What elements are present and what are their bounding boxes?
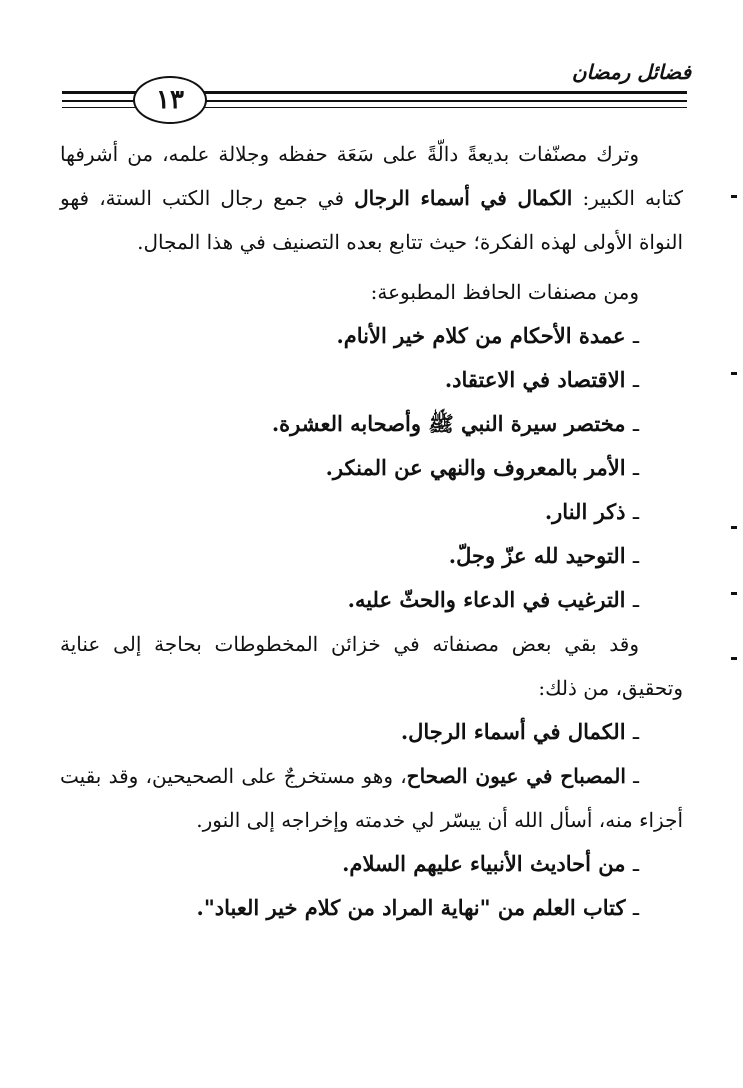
- list-item-text: التوحيد لله عزّ وجلّ.: [448, 543, 626, 568]
- dash-marker: ـ: [632, 324, 639, 348]
- list-item: [60, 710, 639, 754]
- list-item-text: الترغيب في الدعاء والحثّ عليه.: [347, 587, 626, 612]
- scan-margin-mark: [731, 592, 737, 595]
- printed-works-list: [60, 314, 683, 622]
- book-title: فضائل رمضان: [571, 60, 691, 84]
- scan-margin-mark: [731, 195, 737, 198]
- manuscripts-list: [60, 710, 683, 754]
- dash-marker: ـ: [632, 720, 639, 744]
- list-item-text: من أحاديث الأنبياء عليهم السلام.: [342, 851, 626, 876]
- list-item: [60, 314, 639, 358]
- dash-marker: ـ: [633, 764, 639, 788]
- scan-margin-mark: [731, 657, 737, 660]
- list-item: [60, 490, 639, 534]
- dash-marker: ـ: [632, 544, 639, 568]
- intro-paragraph: [60, 132, 683, 264]
- list-item-text: الاقتصاد في الاعتقاد.: [444, 367, 626, 392]
- manuscript-misbah: [60, 754, 683, 842]
- misbah-description: ، وهو مستخرجٌ على الصحيحين، وقد بقيت أجزاء منه، أسأل الله أن ييسّر لي خدمته وإخراجه إلى النور.: [60, 764, 683, 832]
- list-item-text: كتاب العلم من "نهاية المراد من كلام خير العباد".: [196, 895, 626, 920]
- scan-margin-mark: [731, 372, 737, 375]
- page-number: ١٣: [156, 85, 184, 115]
- intro-text-start: وترك مصنّفات بديعةً دالّةً على سَعَة حفظه وجلالة علمه، من أشرفها كتابه الكبير:: [60, 142, 683, 210]
- manuscripts-paragraph: وقد بقي بعض مصنفاته في خزائن المخطوطات بحاجة إلى عناية وتحقيق، من ذلك:: [60, 632, 683, 700]
- list-item: [60, 402, 639, 446]
- list-item-text: الكمال في أسماء الرجال.: [400, 719, 626, 744]
- dash-marker: ـ: [632, 412, 639, 436]
- misbah-title: المصباح في عيون الصحاح: [406, 764, 626, 788]
- dash-marker: ـ: [632, 852, 639, 876]
- dash-marker: ـ: [632, 368, 639, 392]
- list-item: [60, 578, 639, 622]
- page-header: [0, 0, 743, 130]
- list-item: [60, 886, 639, 930]
- dash-marker: ـ: [632, 456, 639, 480]
- list-item-text: عمدة الأحكام من كلام خير الأنام.: [336, 323, 626, 348]
- intro-text-end: في جمع رجال الكتب الستة، فهو النواة الأولى لهذه الفكرة؛ حيث تتابع بعده التصنيف في هذا المجال.: [60, 186, 683, 254]
- list-item-text: مختصر سيرة النبي ﷺ وأصحابه العشرة.: [271, 411, 626, 436]
- manuscripts-list-continued: [60, 842, 683, 930]
- page-body: [60, 132, 683, 930]
- list-item: [60, 534, 639, 578]
- dash-marker: ـ: [632, 500, 639, 524]
- list-item: [60, 842, 639, 886]
- intro-book-title: الكمال في أسماء الرجال: [354, 186, 573, 210]
- list-item-text: الأمر بالمعروف والنهي عن المنكر.: [325, 455, 626, 480]
- printed-works-heading: ومن مصنفات الحافظ المطبوعة:: [370, 280, 639, 304]
- page-number-badge: [133, 76, 207, 124]
- list-item: [60, 446, 639, 490]
- dash-marker: ـ: [632, 896, 639, 920]
- scan-margin-mark: [731, 526, 737, 529]
- dash-marker: ـ: [632, 588, 639, 612]
- list-item-text: ذكر النار.: [544, 499, 626, 524]
- list-item: [60, 358, 639, 402]
